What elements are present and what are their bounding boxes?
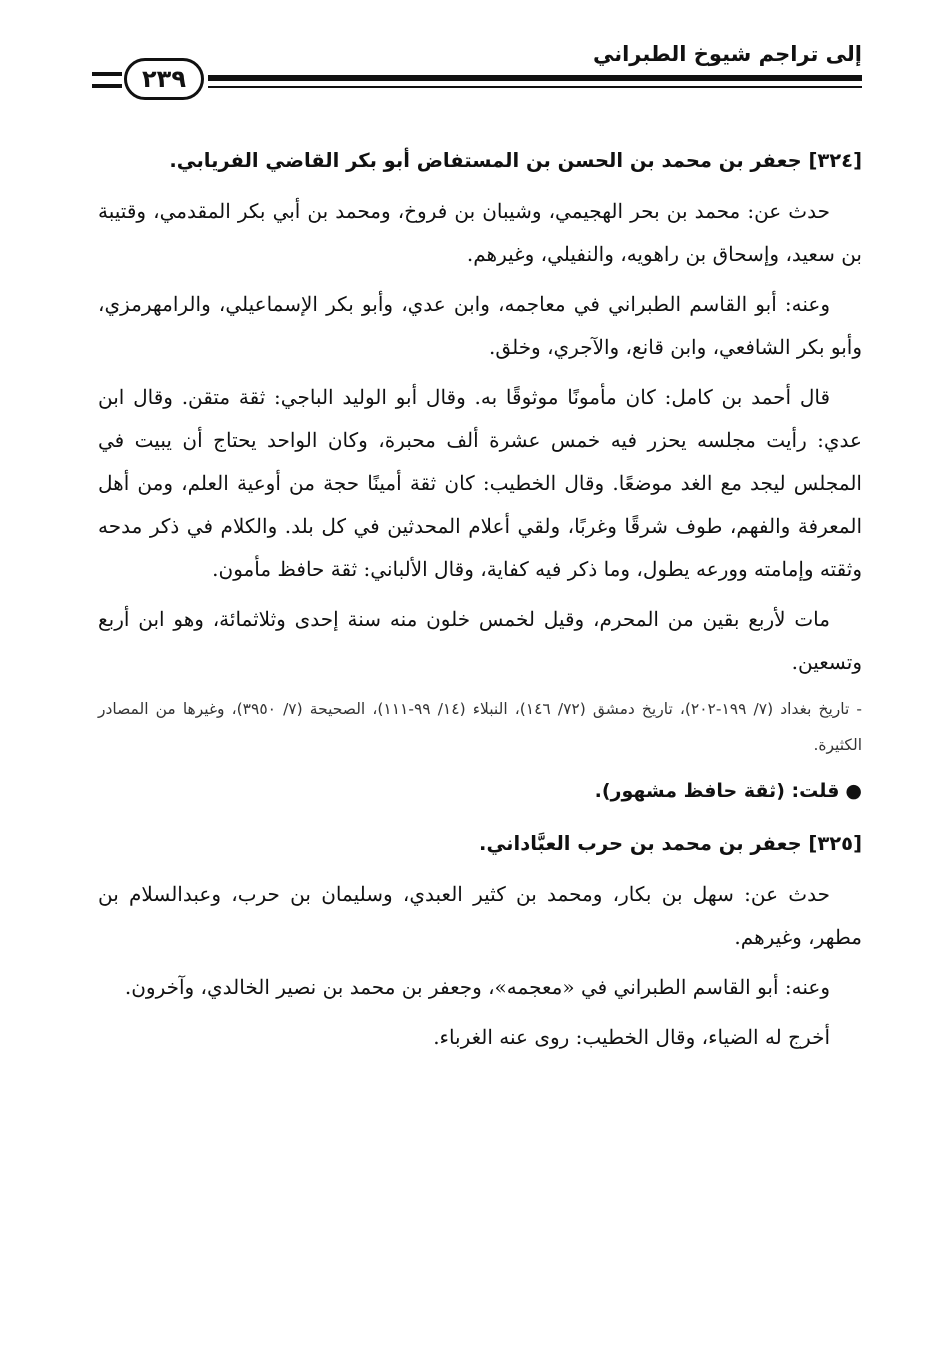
- entry-325: [98, 823, 862, 1059]
- entry-324: [98, 140, 862, 813]
- header-rule-thin: [208, 86, 862, 88]
- assessment-paragraph: أخرج له الضياء، وقال الخطيب: روى عنه الغرباء.: [433, 1025, 830, 1049]
- page-number-badge: ٢٣٩: [124, 58, 204, 100]
- entry-title: [٣٢٥] جعفر بن محمد بن حرب العبَّاداني.: [479, 832, 862, 855]
- sources-note: - تاريخ بغداد (٧/ ١٩٩-٢٠٢)، تاريخ دمشق (٧٢/ ١٤٦)، النبلاء (١٤/ ٩٩-١١١)، الصحيحة (٧/ ٣٩٥٠)، وغيرها من المصادر الكثيرة.: [98, 700, 862, 754]
- header-rule-thick: [208, 75, 862, 81]
- verdict-line: [98, 769, 862, 813]
- narrated-from-paragraph: حدث عن: محمد بن بحر الهجيمي، وشيبان بن فروخ، ومحمد بن أبي بكر المقدمي، وقتيبة بن سعيد، وإسحاق بن راهويه، والنفيلي، وغيرهم.: [98, 199, 862, 266]
- narrated-by-paragraph: وعنه: أبو القاسم الطبراني في «معجمه»، وجعفر بن محمد بن نصير الخالدي، وآخرون.: [124, 975, 830, 999]
- death-paragraph: مات لأربع بقين من المحرم، وقيل لخمس خلون منه سنة إحدى وثلاثمائة، وهو ابن أربع وتسعين.: [98, 607, 862, 674]
- header-dash-upper: [92, 72, 122, 76]
- header-dash-lower: [92, 84, 122, 88]
- assessment-paragraph: قال أحمد بن كامل: كان مأمونًا موثوقًا به. وقال أبو الوليد الباجي: ثقة متقن. وقال ابن عدي: رأيت مجلسه يحزر فيه خمس عشرة ألف محبرة، وكان الواحد يحتاج أن يبيت في المجلس ليجد مع الغد موضعًا. وقال الخطيب: كان ثقة أمينًا حجة من أوعية العلم، ومن أهل المعرفة والفهم، طوف شرقًا وغربًا، ولقي أعلام المحدثين في كل بلد. والكلام في ذكر مدحه وثقته وإمامته وورعه يطول، وما ذكر فيه كفاية، وقال الألباني: ثقة حافظ مأمون.: [98, 385, 862, 581]
- running-header-title: إلى تراجم شيوخ الطبراني: [592, 42, 862, 66]
- bullet-icon: ●: [845, 780, 862, 802]
- narrated-from-paragraph: حدث عن: سهل بن بكار، ومحمد بن كثير العبدي، وسليمان بن حرب، وعبدالسلام بن مطهر، وغيرهم.: [98, 882, 862, 949]
- page-body: [98, 140, 862, 1066]
- narrated-by-paragraph: وعنه: أبو القاسم الطبراني في معاجمه، وابن عدي، وأبو بكر الإسماعيلي، والرامهرمزي، وأبو بكر الشافعي، وابن قانع، والآجري، وخلق.: [98, 292, 862, 359]
- entry-title: [٣٢٤] جعفر بن محمد بن الحسن بن المستفاض أبو بكر القاضي الفريابي.: [169, 149, 862, 172]
- verdict-text: قلت: (ثقة حافظ مشهور).: [594, 780, 840, 802]
